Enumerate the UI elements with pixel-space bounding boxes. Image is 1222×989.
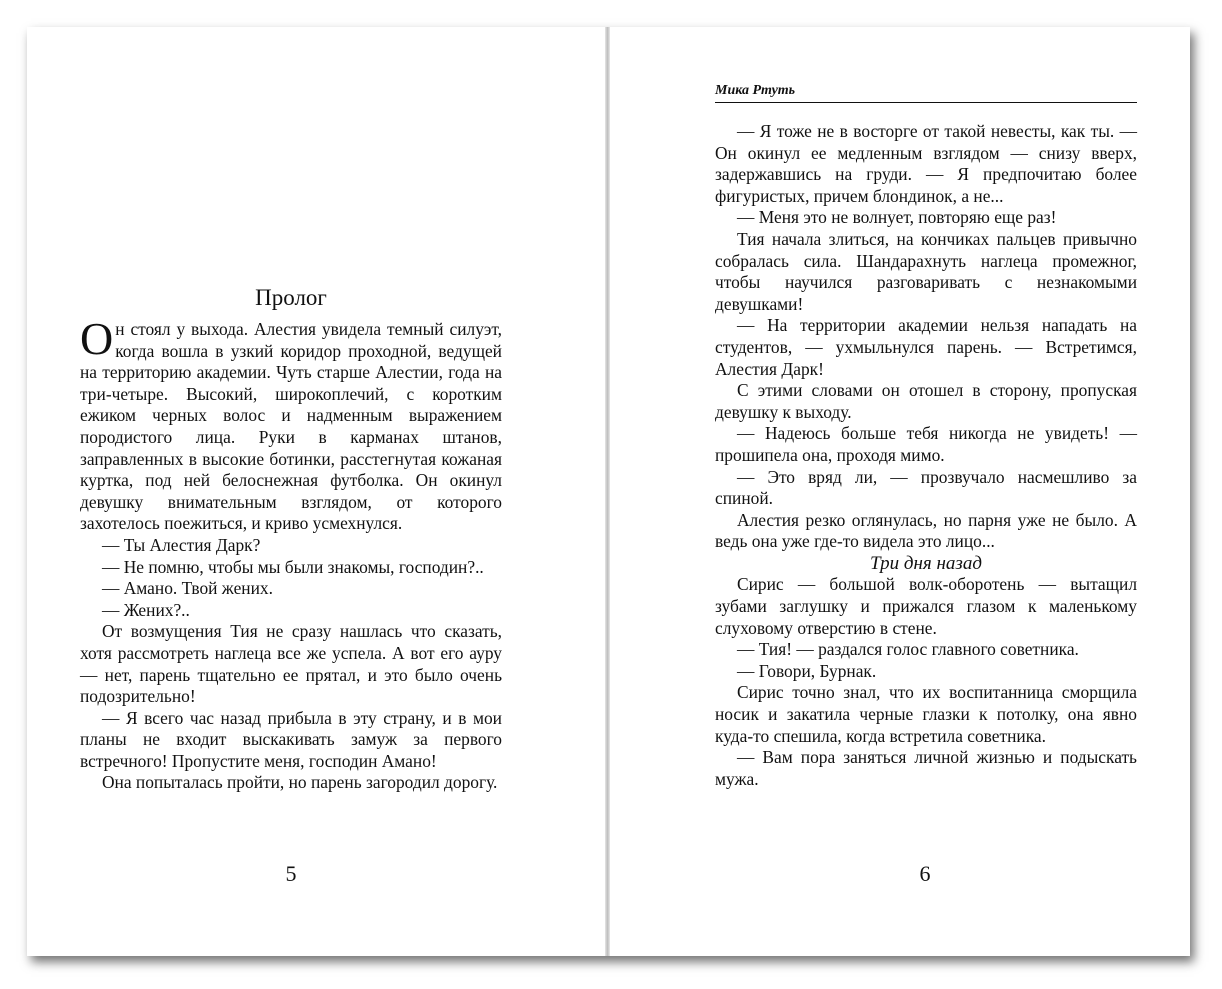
paragraph: — Говори, Бурнак. [737,660,877,681]
paragraph: — Надеюсь больше тебя никогда не увидеть! — прошипела она, проходя мимо. [715,423,1137,465]
paragraph: С этими словами он отошел в сторону, пропуская девушку к выходу. [715,380,1137,422]
section-title: Три дня назад [870,552,982,574]
paragraph: От возмущения Тия не сразу нашлась что сказать, хотя рассмотреть наглеца все же успела. А вот его ауру — нет, парень тщательно ее прятал, и это было очень подозрительно! [80,621,502,707]
paragraph: Сирис — большой волк-оборотень — вытащил зубами заглушку и прижался глазом к маленькому слуховому отверстию в стене. [715,574,1137,638]
paragraph: — Амано. Твой жених. [102,578,273,599]
paragraph: Она попыталась пройти, но парень загородил дорогу. [102,772,498,793]
right-page [610,27,1190,956]
paragraph: Сирис точно знал, что их воспитанница сморщила носик и закатила черные глазки к потолку, она явно куда-то спешила, когда встретила советника. [715,682,1137,746]
drop-cap: О [80,313,114,364]
paragraph: — Тия! — раздался голос главного советника. [737,639,1079,660]
opening-paragraph [80,313,502,535]
paragraph: — Вам пора заняться личной жизнью и подыскать мужа. [715,747,1137,789]
paragraph: — На территории академии нельзя нападать на студентов, — ухмыльнулся парень. — Встретимся, Алестия Дарк! [715,315,1137,379]
paragraph: Алестия резко оглянулась, но парня уже не было. А ведь она уже где-то видела это лицо... [715,509,1137,552]
running-header-author: Мика Ртуть [715,83,1137,103]
page-number-right: 6 [919,861,931,886]
left-page-text [80,313,502,794]
right-page-text [715,121,1137,790]
paragraph: — Жених?.. [102,599,190,620]
left-page [27,27,605,956]
page-number-left: 5 [285,861,297,886]
opening-text: н стоял у выхода. Алестия увидела темный силуэт, когда вошла в узкий коридор проходной, ведущей на территорию академии. Чуть старше Алестии, года на три-четыре. Высокий, широкоплечий, с коротким ежиком черных волос и надменным выражением породистого лица. Руки в карманах штанов, заправленных в высокие ботинки, расстегнутая кожаная куртка, под ней белоснежная футболка. Он окинул девушку внимательным взглядом, от которого захотелось поежиться, и криво усмехнулся. [80,319,502,534]
paragraph: Тия начала злиться, на кончиках пальцев привычно собралась сила. Шандарахнуть наглеца промежног, чтобы научился разговаривать с незнакомыми девушками! [715,228,1137,314]
paragraph: — Не помню, чтобы мы были знакомы, господин?.. [102,556,484,577]
paragraph: — Меня это не волнует, повторяю еще раз! [737,207,1057,228]
paragraph: — Это вряд ли, — прозвучало насмешливо за спиной. [715,466,1137,509]
book-spread [27,27,1190,956]
paragraph: — Я всего час назад прибыла в эту страну, и в мои планы не входит выскакивать замуж за первого встречного! Пропустите меня, господин Амано! [80,707,502,771]
paragraph: — Ты Алестия Дарк? [102,534,261,555]
paragraph: — Я тоже не в восторге от такой невесты, как ты. — Он окинул ее медленным взглядом — снизу вверх, задержавшись на груди. — Я предпочитаю более фигуристых, причем блондинок, а не... [715,121,1137,206]
chapter-title: Пролог [255,285,327,310]
